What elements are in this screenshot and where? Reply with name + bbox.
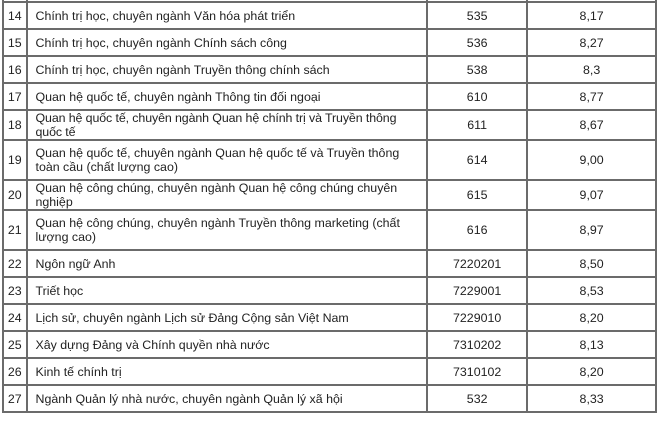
program-code: 615: [427, 180, 527, 210]
row-number: 21: [3, 210, 27, 250]
program-name: Quan hệ quốc tế, chuyên ngành Thông tin đối ngoại: [27, 83, 428, 110]
program-code: 7220201: [427, 250, 527, 277]
program-name: Chính trị học, chuyên ngành Văn hóa phát triển: [27, 2, 428, 29]
admission-scores-table: [2, 0, 657, 413]
program-name: Kinh tế chính trị: [27, 358, 428, 385]
program-code: 7310102: [427, 358, 527, 385]
program-name: Triết học: [27, 277, 428, 304]
program-name: Chính trị học, chuyên ngành Truyền thông chính sách: [27, 56, 428, 83]
table-row: [3, 277, 656, 304]
program-name: Quan hệ quốc tế, chuyên ngành Quan hệ chính trị và Truyền thông quốc tế: [27, 110, 428, 140]
table-row: [3, 304, 656, 331]
table-row: [3, 2, 656, 29]
row-number: 24: [3, 304, 27, 331]
program-name: Xây dựng Đảng và Chính quyền nhà nước: [27, 331, 428, 358]
cutoff-score: 8,53: [527, 277, 656, 304]
row-number: 14: [3, 2, 27, 29]
table-row: [3, 331, 656, 358]
program-name: Ngành Quản lý nhà nước, chuyên ngành Quản lý xã hội: [27, 385, 428, 412]
program-name: Quan hệ công chúng, chuyên ngành Quan hệ công chúng chuyên nghiệp: [27, 180, 428, 210]
row-number: 23: [3, 277, 27, 304]
cutoff-score: 8,17: [527, 2, 656, 29]
cutoff-score: 8,33: [527, 385, 656, 412]
table-row: [3, 358, 656, 385]
table-row: [3, 250, 656, 277]
program-code: 616: [427, 210, 527, 250]
program-code: 610: [427, 83, 527, 110]
cutoff-score: 9,00: [527, 140, 656, 180]
cutoff-score: 8,67: [527, 110, 656, 140]
row-number: 16: [3, 56, 27, 83]
program-code: 535: [427, 2, 527, 29]
program-code: 614: [427, 140, 527, 180]
cutoff-score: 8,20: [527, 358, 656, 385]
row-number: 25: [3, 331, 27, 358]
cutoff-score: 9,07: [527, 180, 656, 210]
admission-scores-table-container: [2, 0, 657, 413]
cutoff-score: 8,27: [527, 29, 656, 56]
row-number: 27: [3, 385, 27, 412]
cutoff-score: 8,97: [527, 210, 656, 250]
row-number: 17: [3, 83, 27, 110]
row-number: 26: [3, 358, 27, 385]
row-number: 22: [3, 250, 27, 277]
row-number: 18: [3, 110, 27, 140]
cutoff-score: 8,3: [527, 56, 656, 83]
table-row: [3, 180, 656, 210]
cutoff-score: 8,77: [527, 83, 656, 110]
table-row: [3, 110, 656, 140]
program-name: Lịch sử, chuyên ngành Lịch sử Đảng Cộng sản Việt Nam: [27, 304, 428, 331]
program-code: 7310202: [427, 331, 527, 358]
row-number: 19: [3, 140, 27, 180]
cutoff-score: 8,50: [527, 250, 656, 277]
program-code: 536: [427, 29, 527, 56]
program-name: Ngôn ngữ Anh: [27, 250, 428, 277]
table-row: [3, 140, 656, 180]
table-row: [3, 385, 656, 412]
table-row: [3, 56, 656, 83]
cutoff-score: 8,20: [527, 304, 656, 331]
row-number: 15: [3, 29, 27, 56]
row-number: 20: [3, 180, 27, 210]
table-row: [3, 29, 656, 56]
program-code: 611: [427, 110, 527, 140]
program-code: 538: [427, 56, 527, 83]
program-name: Chính trị học, chuyên ngành Chính sách công: [27, 29, 428, 56]
program-name: Quan hệ quốc tế, chuyên ngành Quan hệ quốc tế và Truyền thông toàn cầu (chất lượng cao): [27, 140, 428, 180]
program-name: Quan hệ công chúng, chuyên ngành Truyền thông marketing (chất lượng cao): [27, 210, 428, 250]
table-row: [3, 83, 656, 110]
program-code: 7229010: [427, 304, 527, 331]
program-code: 7229001: [427, 277, 527, 304]
program-code: 532: [427, 385, 527, 412]
table-row: [3, 210, 656, 250]
cutoff-score: 8,13: [527, 331, 656, 358]
